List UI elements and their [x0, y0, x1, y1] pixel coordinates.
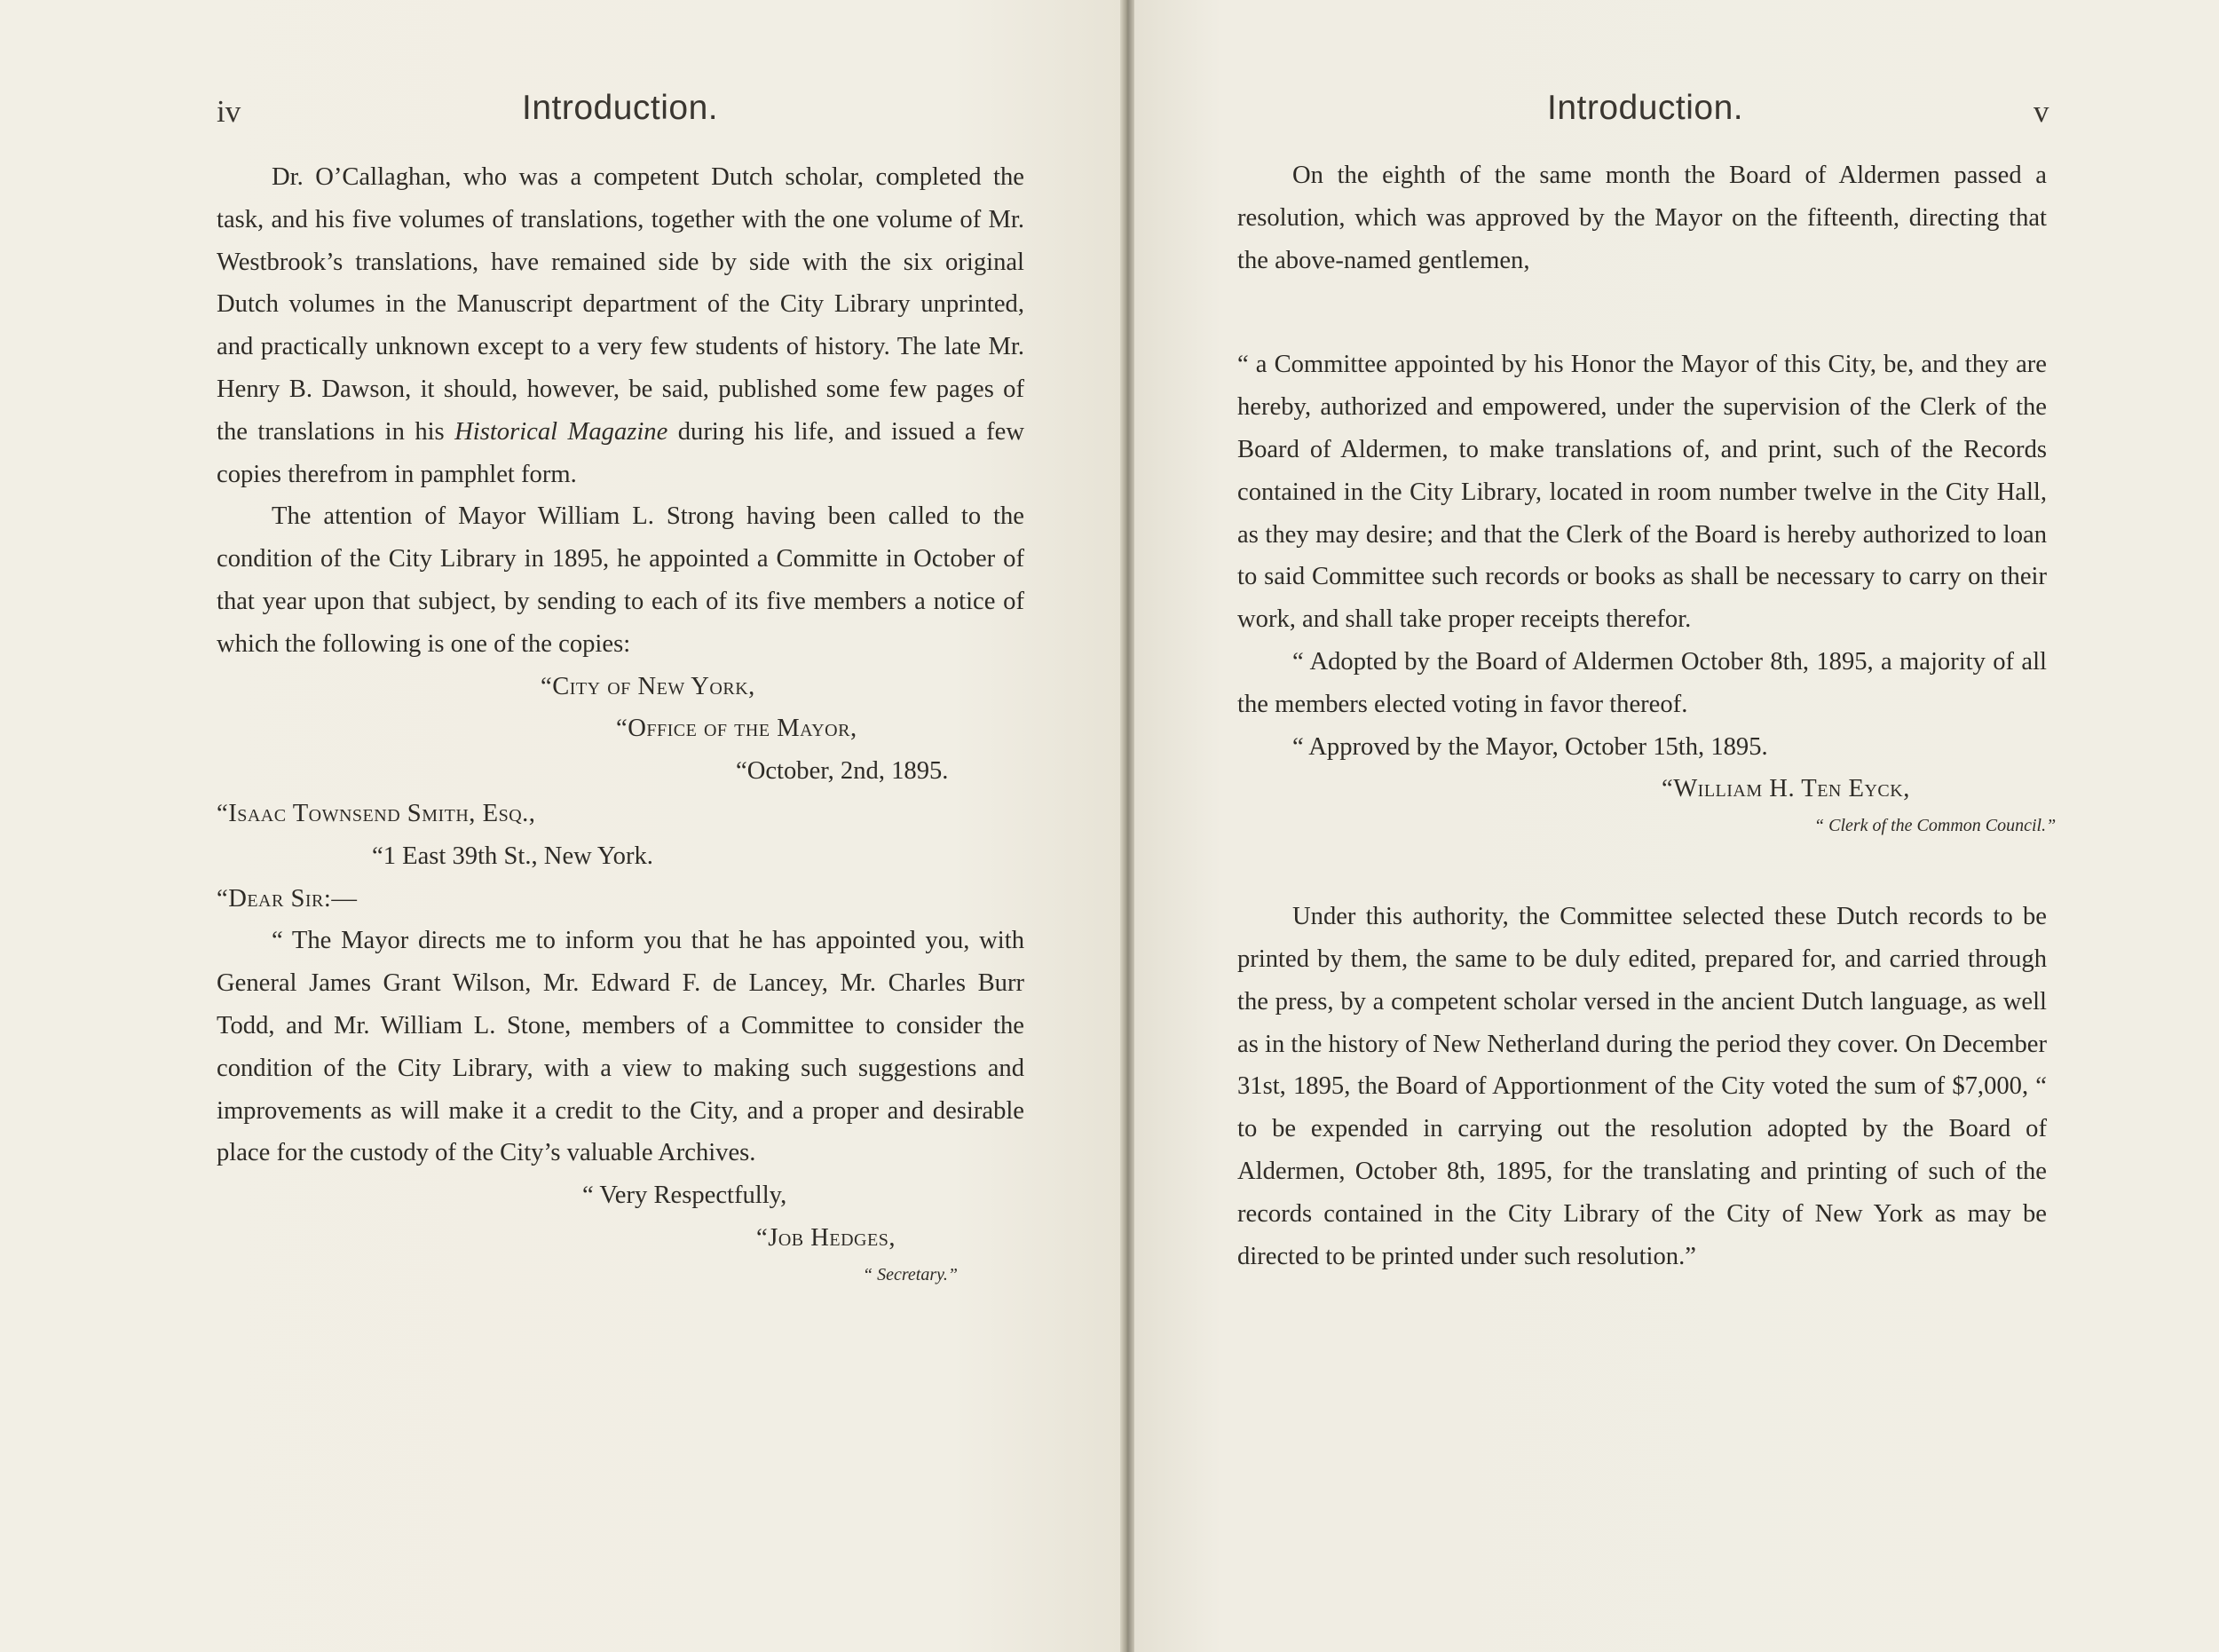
page-number: v — [2033, 94, 2049, 129]
spacer — [1237, 281, 2047, 344]
addressee: “Isaac Townsend Smith, Esq., — [217, 799, 536, 827]
left-body-text — [217, 156, 1024, 1290]
letter-heading: “City of New York, — [541, 672, 755, 700]
letter-heading: “Office of the Mayor, — [616, 715, 857, 743]
signature-title: “ Secretary.” — [863, 1264, 959, 1284]
signature-title: “ Clerk of the Common Council.” — [1814, 816, 2057, 836]
right-body-text — [1237, 154, 2057, 1277]
resolution-text: “ a Committee appointed by his Honor the Mayor of this City, be, and they are hereby, authorized and empowered, under the supervision of the Clerk of the Board of Aldermen, to make translations of, and print, such of the Records contained in the City Library, located in room number twelve in the City Hall, as they may desire; and that the Clerk of the Board is hereby authorized to loan to said Committee such records or books as shall be necessary to carry on their work, and shall take proper receipts therefor. — [1237, 351, 2047, 634]
paragraph: The attention of Mayor William L. Strong having been called to the condition of the City Library in 1895, he appointed a Committe in October of that year upon that subject, by sending to each of its five members a notice of which the following is one of the copies: — [217, 502, 1024, 658]
letter-date: “October, 2nd, 1895. — [736, 757, 949, 786]
adopted-note: “ Adopted by the Board of Aldermen October 8th, 1895, a majority of all the members elected voting in favor thereof. — [1237, 647, 2047, 718]
spacer — [1237, 841, 2047, 896]
right-page — [1134, 0, 2219, 1652]
paragraph: Dr. O’Callaghan, who was a competent Dutch scholar, completed the task, and his five volumes of translations, together with the one volume of Mr. Westbrook’s translations, have remained side by side with the six original Dutch volumes in the Manuscript department of the City Library unprinted, and practically unknown except to a very few students of history. The late Mr. Henry B. Dawson, it should, however, be said, published some few pages of the translations in his Historical Magazine during his life, and issued a few copies therefrom in pamphlet form. — [217, 163, 1024, 488]
book-gutter — [1120, 0, 1134, 1652]
address: “1 East 39th St., New York. — [372, 842, 653, 870]
page-number: iv — [217, 94, 241, 129]
salutation: “Dear Sir:— — [217, 884, 358, 913]
paragraph: On the eighth of the same month the Board of Aldermen passed a resolution, which was approved by the Mayor on the fifteenth, directing that the above-named gentlemen, — [1237, 162, 2047, 274]
closing: “ Very Respectfully, — [582, 1182, 787, 1210]
approved-note: “ Approved by the Mayor, October 15th, 1895. — [1292, 732, 1768, 761]
letter-body: “ The Mayor directs me to inform you that he has appointed you, with General James Grant Wilson, Mr. Edward F. de Lancey, Mr. Charles Burr Todd, and Mr. William L. Stone, members of a Committee to consider the condition of the City Library, with a view to making such suggestions and improvements as will make it a credit to the City, and a proper and desirable place for the custody of the City’s valuable Archives. — [217, 927, 1024, 1167]
signature: “William H. Ten Eyck, — [1662, 775, 1910, 803]
running-head: Introduction. — [522, 89, 719, 127]
paragraph: Under this authority, the Committee selected these Dutch records to be printed by them, the same to be duly edited, prepared for, and carried through the press, by a competent scholar versed in the ancient Dutch language, as well as in the history of New Netherland during the period they cover. On December 31st, 1895, the Board of Apportionment of the City voted the sum of $7,000, “ to be expended in carrying out the resolution adopted by the Board of Aldermen, October 8th, 1895, for the translating and printing of such of the records contained in the City Library of the City of New York as may be directed to be printed under such resolution.” — [1237, 903, 2047, 1270]
italic-title: Historical Magazine — [454, 417, 668, 446]
signature: “Job Hedges, — [756, 1223, 896, 1252]
running-head: Introduction. — [1547, 89, 1744, 127]
